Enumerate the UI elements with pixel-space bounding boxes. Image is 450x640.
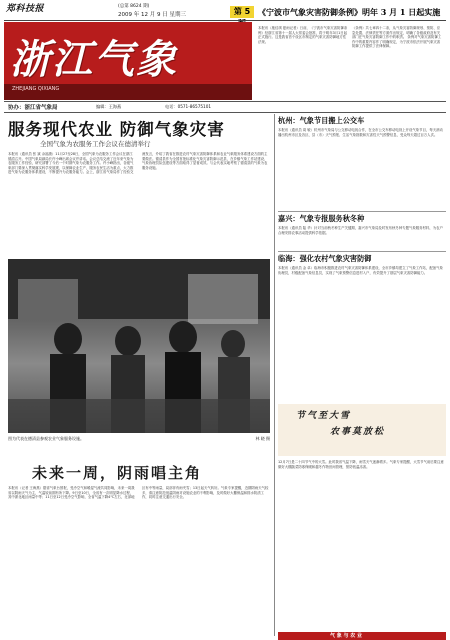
column-divider [274,114,275,636]
footer-bar [278,632,446,640]
main-story-subtitle: 全国气象为农服务工作会议在德清举行 [40,140,151,148]
brief-body-linhai: 本报讯（通讯员 金 卓）临海市积极推进农村气象灾害防御体系建设，全市乡镇均建立了气象工作站，配备气象协理员，村级配备气象信息员，实现了气象预警信息进村入户，有效提升了基层气象灾害防御能力。 [278,266,443,275]
issue-weekday: 星期三 [169,12,187,18]
newspaper-logo: 郑科技报 [6,4,45,14]
brief-body-hangzhou: 本报讯（通讯员 周 敏）杭州市气象局与公交移动电视合作，在全市公交车移动电视上开设气象节目，每天滚动播出杭州市区及各区、县（市）天气预报、生活气象指数和灾害性天气预警信息，受众每天超过百万人次。 [278,128,443,137]
masthead-title: 浙江气象 [10,36,178,83]
weather-story-title: 未来一周，阴雨唱主角 [32,464,203,482]
solar-term-title-line2: 农事莫放松 [330,427,386,437]
brief-title-linhai: 临海：强化农村气象灾害防御 [278,254,372,263]
corner-column-2-text-a: 《条例》共七章四十二条，从气象灾害防御规划、预防、应急处置、法律责任等方面作出规定，明确了各级政府及有关部门在气象灾害防御工作中的职责。 [352,26,441,40]
main-story-body: 本报讯（通讯员 张 斌 余福康）11月27至28日，全国气象为农服务工作会议在浙江德清召开。中国气象局副局长许小峰出席会议并讲话。会议总结交流了近年来气象为农服务工作经验，研究部署了今后一个时期气象为农服务工作。许小峰指出，各级气象部门要深入贯彻落实科学发展观，以保障农业生产、服务农民生活为重点，大力推进气象为农服务体系建设，不断提升为农服务能力。会上，浙江省气象局作了经验交流发言，介绍了我省在推进农村气象灾害防御体系和农业气象服务体系建设方面的主要做法。德清县作为全国首批标准化气象灾害防御示范县，在乡镇气象工作站建设、气象协理员队伍建设等方面取得了显著成效。与会代表实地考察了德清县的气象为农服务设施。 [8,152,268,175]
cooperation-bar [4,101,446,113]
photo-caption [8,436,270,441]
brief-title-hangzhou: 杭州：气象节目搬上公交车 [278,116,365,125]
solar-term-body: 12月7日是二十四节气中的大雪。此时我省气温下降，雨雪天气逐渐增多。气象专家提醒，大雪节气前后要注意做好大棚蔬菜防寒保暖和越冬作物田间管理，预防低温冻害。 [278,460,444,469]
news-photo [8,259,270,433]
issue-date-value: 2009 年 12 月 9 日 [118,12,168,18]
masthead-banner [4,22,252,100]
brief-body-jiaxing: 本报讯（通讯员 陆 华）针对当前秋冬种生产关键期，嘉兴市气象局及时发布秋冬种专题气象服务材料，为农户合理安排农事活动提供科学依据。 [278,226,443,235]
weather-story-body: 本报讯（记者 王海燕）据省气象台预报，受冷空气和暖湿气流共同影响，未来一周我省以阴雨天气为主，气温较前期有所下降。9日至10日，全省有一次明显降水过程，其中浙北地区雨量中等；11日至12日受冷空气影响，全省气温下降4℃左右，北部地区有中等雨量，局部伴有雨夹雪；13日起天气转好。气象专家提醒，近期阴雨天气较多，请注意防范低温阴雨对设施农业的不利影响，及时做好大棚保温和排水防渍工作，同时注意交通出行安全。 [8,486,269,500]
top-divider [4,20,446,21]
solar-term-title-line1: 节气至大雪 [296,411,352,421]
masthead-subtitle: ZHEJIANG QIXIANG [12,86,60,92]
corner-column-2 [352,26,442,106]
main-story-title: 服务现代农业 防御气象灾害 [8,120,225,139]
corner-headline: 《宁波市气象灾害防御条例》明年 3 月 1 日起实施 [258,7,441,17]
brief-title-jiaxing: 嘉兴：气象专报服务秋冬种 [278,214,365,223]
cooperation-label: 协办：浙江省气象局 [8,105,58,111]
photo-credit: 林 晓 摄 [255,436,270,441]
brief-divider [278,211,446,212]
corner-column-2-text-b: 条例对气象灾害防御工作中的重要内容作了明确规定，为宁波市依法开展气象灾害防御工作提供了法律保障。 [352,35,442,49]
footer-label: 气 象 与 农 业 [330,633,362,639]
photo-caption-text: 图为代表在德清县参观农业气象服务设施。 [8,436,84,441]
edition-badge: 第 5 [230,6,254,18]
photo-illustration [8,259,270,433]
brief-divider [278,251,446,252]
issue-date [118,10,186,18]
hotline-label: 电话：0571-86575101 [165,104,212,109]
corner-column-1: 本报讯（施佳琪 夏雨记者）日前，《宁波市气象灾害防御条例》经浙江省第十一届人大常委会批准，将于明年3月1日起正式施行。这是我省首个设区市制定的气象灾害防御地方性法规。 [258,26,348,44]
editor-label: 编辑：王海燕 [96,104,122,109]
issue-serial: (总第 8624 期) [118,4,150,9]
